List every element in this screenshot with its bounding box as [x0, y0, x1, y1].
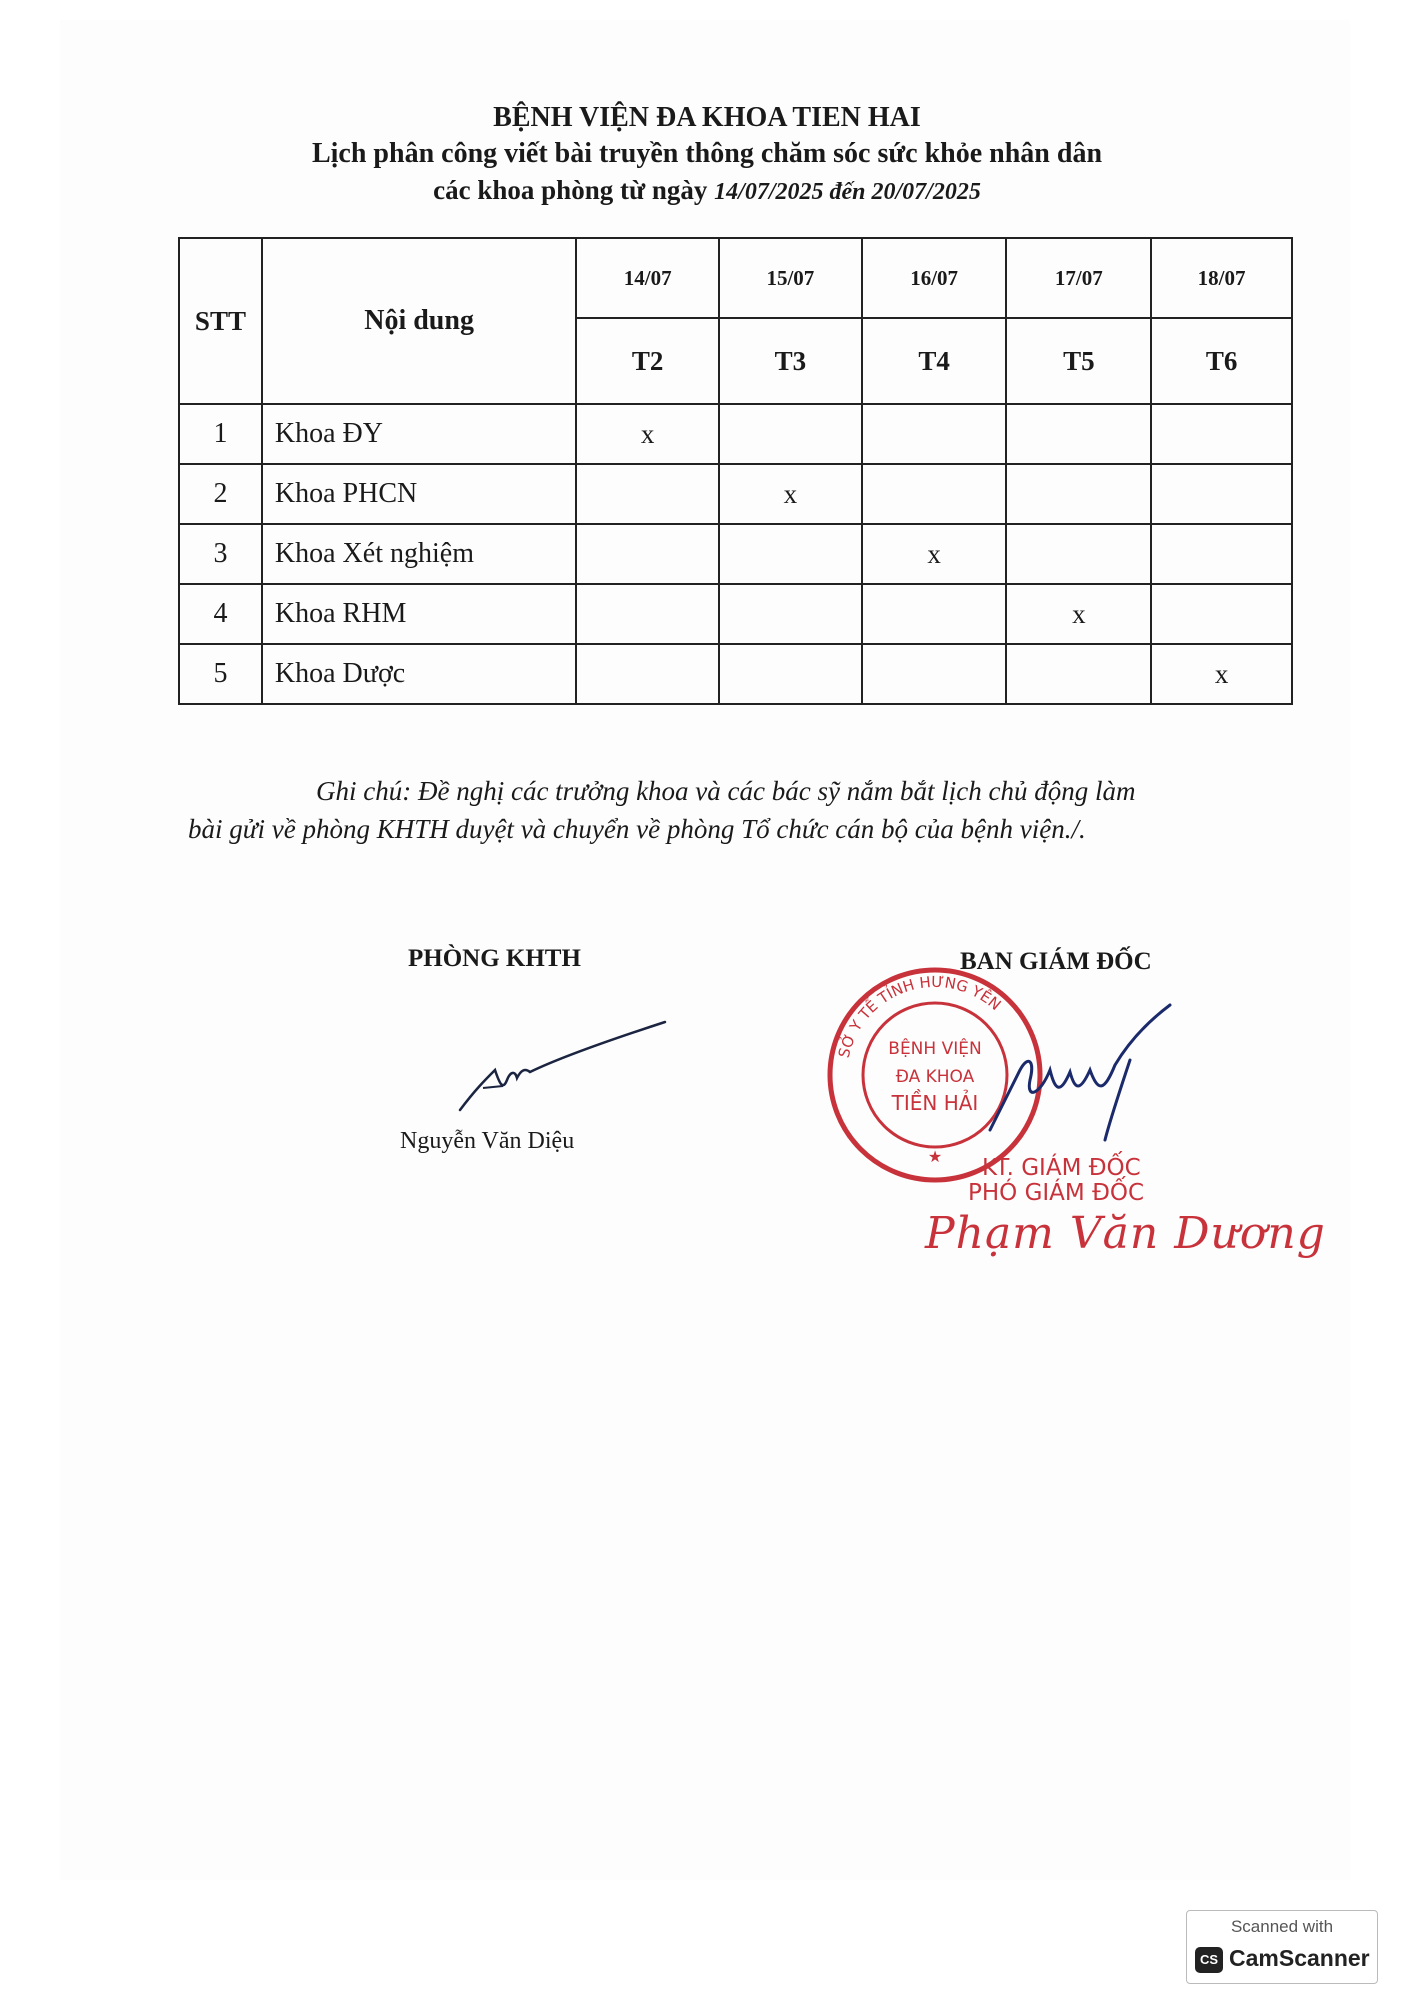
header-day: T4	[862, 318, 1007, 404]
document-header	[0, 100, 1414, 210]
row-mark	[719, 584, 862, 644]
right-signer-role-2: PHÓ GIÁM ĐỐC	[968, 1180, 1145, 1206]
row-mark	[576, 584, 719, 644]
row-mark	[1151, 524, 1292, 584]
row-mark	[576, 524, 719, 584]
row-mark: x	[1006, 584, 1151, 644]
header-date: 16/07	[862, 238, 1007, 318]
row-stt: 4	[179, 584, 262, 644]
badge-name: CamScanner	[1229, 1945, 1370, 1971]
row-mark	[1151, 464, 1292, 524]
right-signer-name: Phạm Văn Dương	[925, 1208, 1326, 1259]
row-stt: 1	[179, 404, 262, 464]
header-date: 17/07	[1006, 238, 1151, 318]
date-range-dates: 14/07/2025 đến 20/07/2025	[714, 179, 981, 205]
row-mark	[1006, 644, 1151, 704]
table-row	[179, 404, 1292, 464]
row-mark: x	[862, 524, 1007, 584]
stamp-line-2: ĐA KHOA	[895, 1067, 975, 1087]
row-mark	[1151, 404, 1292, 464]
header-date: 15/07	[719, 238, 862, 318]
row-mark	[862, 464, 1007, 524]
table-row	[179, 524, 1292, 584]
row-mark	[862, 584, 1007, 644]
left-handwritten-signature	[455, 1010, 675, 1120]
stamp-ring-text: SỞ Y TẾ TỈNH HƯNG YÊN	[834, 972, 1005, 1060]
camscanner-badge	[1186, 1910, 1378, 1984]
row-mark	[1006, 524, 1151, 584]
badge-top-text: Scanned with	[1230, 1917, 1334, 1936]
row-mark	[576, 644, 719, 704]
row-mark: x	[1151, 644, 1292, 704]
row-mark: x	[576, 404, 719, 464]
header-day: T3	[719, 318, 862, 404]
date-range	[0, 172, 1414, 210]
table-row	[179, 644, 1292, 704]
schedule-table	[178, 237, 1293, 705]
left-signature-title: PHÒNG KHTH	[408, 945, 581, 972]
note-line-1: Ghi chú: Đề nghị các trưởng khoa và các bác sỹ nắm bắt lịch chủ động làm	[316, 776, 1136, 806]
row-mark: x	[719, 464, 862, 524]
hospital-name: BỆNH VIỆN ĐA KHOA TIEN HAI	[493, 102, 921, 133]
table-row	[179, 464, 1292, 524]
note-paragraph	[188, 772, 1268, 848]
row-content: Khoa PHCN	[262, 464, 576, 524]
row-mark	[719, 524, 862, 584]
row-content: Khoa Dược	[262, 644, 576, 704]
row-mark	[862, 404, 1007, 464]
left-signer-name: Nguyễn Văn Diệu	[400, 1128, 575, 1154]
row-mark	[719, 644, 862, 704]
right-handwritten-signature	[980, 1000, 1180, 1150]
header-date: 18/07	[1151, 238, 1292, 318]
date-range-prefix: các khoa phòng từ ngày	[433, 175, 708, 205]
row-stt: 3	[179, 524, 262, 584]
row-mark	[1006, 404, 1151, 464]
header-day: T2	[576, 318, 719, 404]
row-mark	[719, 404, 862, 464]
header-stt: STT	[179, 238, 262, 404]
note-line-2: bài gửi về phòng KHTH duyệt và chuyển về phòng Tổ chức cán bộ của bệnh viện./.	[188, 814, 1086, 844]
stamp-line-3: TIỀN HẢI	[891, 1091, 979, 1115]
row-mark	[576, 464, 719, 524]
row-mark	[862, 644, 1007, 704]
stamp-line-1: BỆNH VIỆN	[888, 1039, 982, 1059]
header-content: Nội dung	[262, 238, 576, 404]
row-content: Khoa ĐY	[262, 404, 576, 464]
row-stt: 2	[179, 464, 262, 524]
row-mark	[1006, 464, 1151, 524]
row-mark	[1151, 584, 1292, 644]
row-content: Khoa Xét nghiệm	[262, 524, 576, 584]
right-signature-title: BAN GIÁM ĐỐC	[960, 948, 1152, 975]
table-header-row-dates	[179, 238, 1292, 318]
header-day: T5	[1006, 318, 1151, 404]
camscanner-logo-icon: CS	[1195, 1947, 1223, 1973]
row-content: Khoa RHM	[262, 584, 576, 644]
stamp-star-icon: ★	[927, 1149, 943, 1166]
row-stt: 5	[179, 644, 262, 704]
table-row	[179, 584, 1292, 644]
right-signer-role-1: KT. GIÁM ĐỐC	[982, 1155, 1141, 1181]
header-date: 14/07	[576, 238, 719, 318]
document-title: Lịch phân công viết bài truyền thông chăm sóc sức khỏe nhân dân	[311, 138, 1103, 169]
header-day: T6	[1151, 318, 1292, 404]
